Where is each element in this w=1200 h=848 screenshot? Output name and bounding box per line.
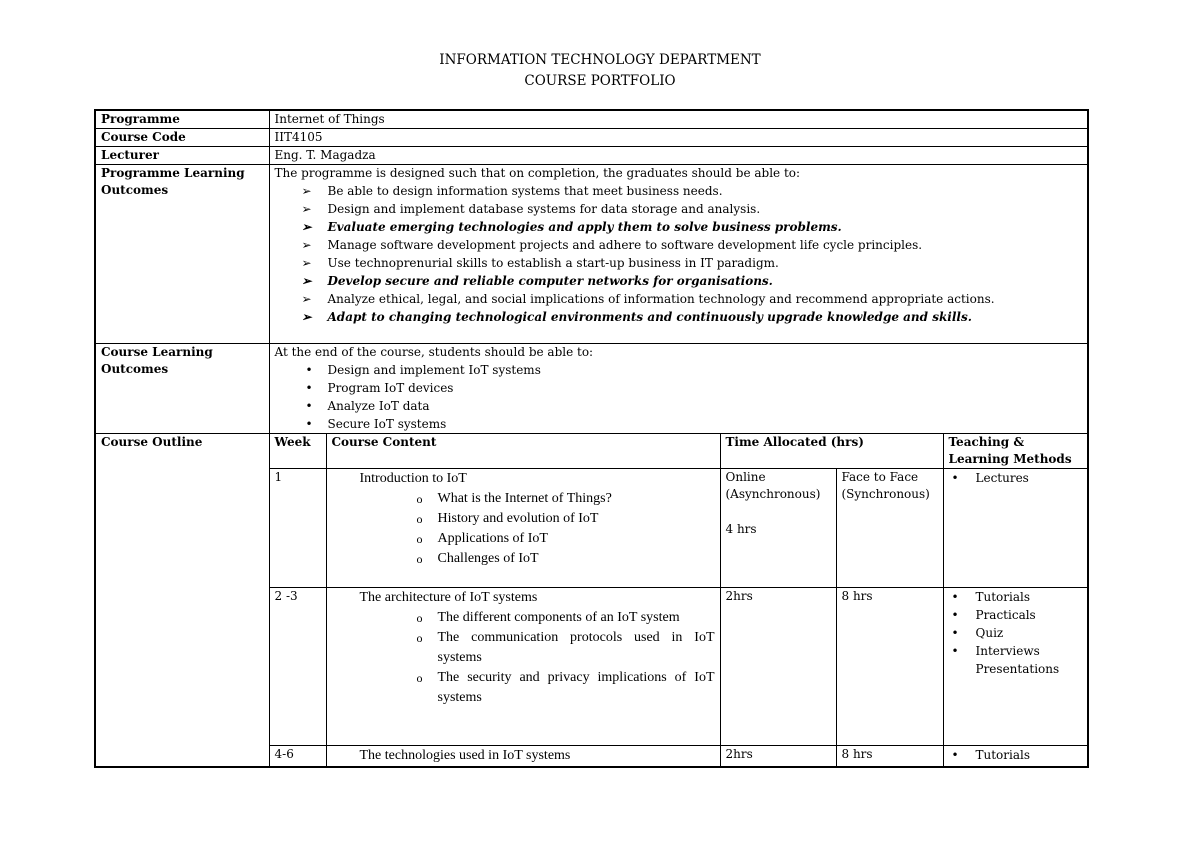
f2f-cell: 8 hrs [836, 588, 943, 746]
content-header: Course Content [326, 434, 720, 469]
list-item: o The different components of an IoT system [412, 608, 715, 628]
list-item: o The communication protocols used in IoT systems [412, 628, 715, 668]
clo-intro: At the end of the course, students should be able to: [274, 345, 594, 359]
content-cell [326, 469, 720, 588]
plo-list [275, 182, 1083, 326]
list-item: ➢ Design and implement database systems for data storage and analysis. [275, 200, 1083, 218]
clo-list [275, 361, 1083, 433]
online-label: Online (Asynchronous) [725, 470, 821, 501]
methods-list [949, 469, 1083, 487]
week-cell: 1 [269, 469, 326, 588]
topic-title: Introduction to IoT [359, 471, 467, 486]
content-cell [326, 746, 720, 768]
list-item: ➢ Use technoprenurial skills to establish a start-up business in IT paradigm. [275, 254, 1083, 272]
clo-label: Course Learning Outcomes [95, 344, 269, 434]
list-item: • Secure IoT systems [275, 415, 1083, 433]
f2f-cell: 8 hrs [836, 746, 943, 768]
week-header: Week [269, 434, 326, 469]
course-portfolio-table [94, 109, 1089, 768]
online-cell [720, 469, 836, 588]
programme-row [95, 110, 1088, 129]
programme-label: Programme [95, 110, 269, 129]
plo-row [95, 165, 1088, 344]
topic-title: The technologies used in IoT systems [359, 748, 571, 763]
list-item: o What is the Internet of Things? [412, 489, 715, 509]
content-cell [326, 588, 720, 746]
list-item: ➢ Analyze ethical, legal, and social implications of information technology and recommend appropriate actions. [275, 290, 1083, 308]
lecturer-value: Eng. T. Magadza [269, 147, 1088, 165]
online-cell: 2hrs [720, 746, 836, 768]
online-hours: 4 hrs [725, 522, 757, 536]
programme-value: Internet of Things [269, 110, 1088, 129]
document-subtitle: COURSE PORTFOLIO [524, 73, 676, 89]
list-item: • Practicals [949, 606, 1083, 624]
methods-cell [943, 588, 1088, 746]
list-item: • Quiz [949, 624, 1083, 642]
clo-row [95, 344, 1088, 434]
topic-title: The architecture of IoT systems [359, 590, 538, 605]
methods-cell [943, 469, 1088, 588]
list-item: ➢ Evaluate emerging technologies and apply them to solve business problems. [275, 218, 1083, 236]
list-item: • Program IoT devices [275, 379, 1083, 397]
list-item: ➢ Be able to design information systems that meet business needs. [275, 182, 1083, 200]
list-item: o History and evolution of IoT [412, 509, 715, 529]
list-item: o Challenges of IoT [412, 549, 715, 569]
outline-label: Course Outline [95, 434, 269, 768]
subtopic-list [412, 608, 715, 708]
list-item: o The security and privacy implications of IoT systems [412, 668, 715, 708]
list-item: • Tutorials [949, 746, 1083, 764]
methods-cell [943, 746, 1088, 768]
subtopic-list [412, 489, 715, 569]
list-item: ➢ Manage software development projects and adhere to software development life cycle principles. [275, 236, 1083, 254]
list-item: • Analyze IoT data [275, 397, 1083, 415]
list-item: • Interviews Presentations [949, 642, 1083, 678]
plo-cell [269, 165, 1088, 344]
course-code-row [95, 129, 1088, 147]
f2f-cell: Face to Face (Synchronous) [836, 469, 943, 588]
lecturer-row [95, 147, 1088, 165]
list-item: o Applications of IoT [412, 529, 715, 549]
document-title: INFORMATION TECHNOLOGY DEPARTMENT [439, 52, 761, 68]
course-code-value: IIT4105 [269, 129, 1088, 147]
online-cell: 2hrs [720, 588, 836, 746]
course-code-label: Course Code [95, 129, 269, 147]
week-cell: 4-6 [269, 746, 326, 768]
methods-list [949, 746, 1083, 764]
clo-cell [269, 344, 1088, 434]
lecturer-label: Lecturer [95, 147, 269, 165]
list-item: • Lectures [949, 469, 1083, 487]
plo-intro: The programme is designed such that on completion, the graduates should be able to: [274, 166, 801, 180]
list-item: ➢ Adapt to changing technological environments and continuously upgrade knowledge and skills. [275, 308, 1083, 326]
list-item: • Design and implement IoT systems [275, 361, 1083, 379]
methods-list [949, 588, 1083, 678]
outline-header-row [95, 434, 1088, 469]
time-header: Time Allocated (hrs) [720, 434, 943, 469]
methods-header: Teaching & Learning Methods [943, 434, 1088, 469]
list-item: ➢ Develop secure and reliable computer networks for organisations. [275, 272, 1083, 290]
week-cell: 2 -3 [269, 588, 326, 746]
list-item: • Tutorials [949, 588, 1083, 606]
plo-label: Programme Learning Outcomes [95, 165, 269, 344]
